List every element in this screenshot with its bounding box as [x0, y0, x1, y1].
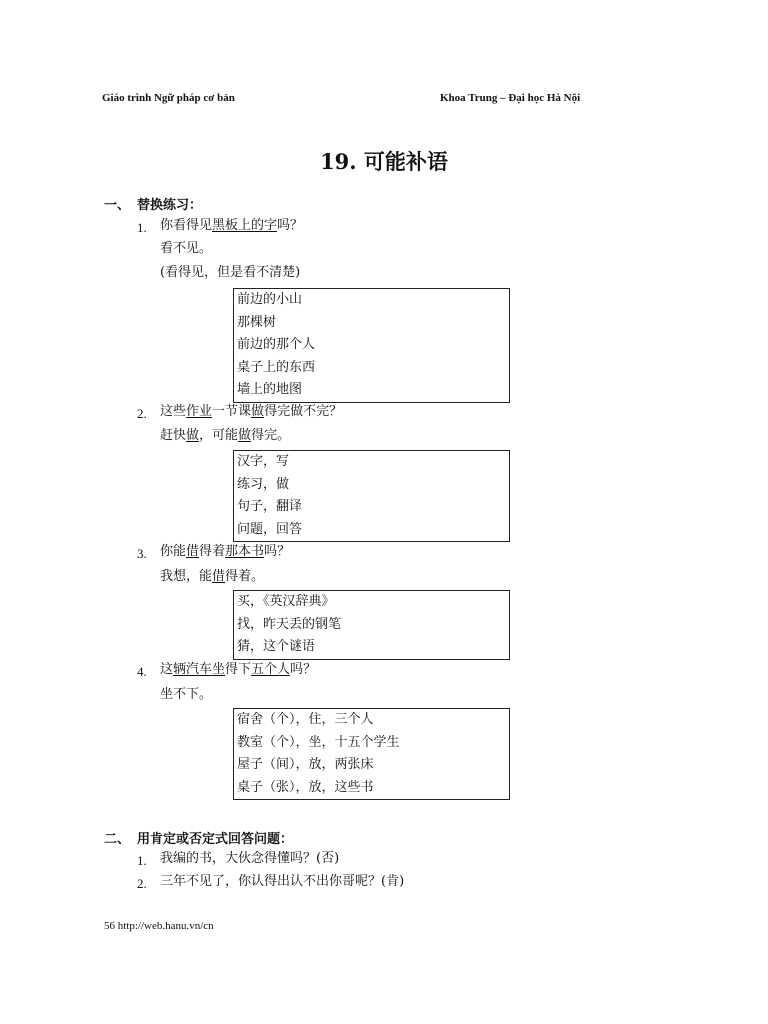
box-item: 句子，翻译: [237, 499, 303, 514]
header-right: Khoa Trung – Đại học Hà Nội: [440, 92, 581, 104]
ex2-answer: 赶快做，可能做得完。: [160, 428, 291, 443]
ex1-answer-2: (看得见，但是看不清楚): [160, 265, 301, 280]
section2-item-1-number: 1.: [137, 853, 147, 868]
ex2-number: 2.: [137, 406, 147, 421]
section2-marker: 二、: [104, 832, 131, 847]
box-item: 猜，这个谜语: [237, 639, 316, 654]
header-left: Giáo trình Ngữ pháp cơ bản: [102, 92, 235, 104]
ex3-answer: 我想，能借得着。: [160, 569, 265, 584]
ex4-substitution-box: [233, 708, 510, 800]
section2-item-2-text: 三年不见了，你认得出认不出你哥呢？(肯): [160, 874, 405, 889]
box-item: 练习，做: [237, 476, 290, 492]
box-item: 问题，回答: [237, 521, 303, 537]
ex1-substitution-box: [233, 288, 510, 403]
box-item: 教室（个），坐，十五个学生: [237, 734, 400, 750]
section1-heading: 替换练习：: [137, 198, 203, 213]
ex2-substitution-box: [233, 450, 510, 542]
ex2-question: 这些作业一节课做得完做不完？: [160, 404, 343, 419]
box-item: 屋子（间），放，两张床: [237, 757, 374, 772]
ex4-question: 这辆汽车坐得下五个人吗？: [160, 662, 317, 677]
ex4-answer: 坐不下。: [160, 687, 213, 702]
ex3-substitution-box: [233, 590, 510, 660]
ex1-number: 1.: [137, 220, 147, 235]
box-item: 桌子（张），放，这些书: [237, 779, 374, 795]
page-title: 19. 可能补语: [320, 149, 448, 174]
box-item: 前边的小山: [237, 292, 303, 307]
box-item: 桌子上的东西: [237, 359, 316, 375]
box-item: 找，昨天丢的钢笔: [237, 616, 342, 632]
ex4-number: 4.: [137, 664, 147, 679]
box-item: 墙上的地图: [237, 382, 303, 397]
ex1-answer-1: 看不见。: [160, 241, 213, 256]
ex3-number: 3.: [137, 546, 147, 561]
ex1-question: 你看得见黑板上的字吗？: [160, 218, 304, 233]
section1-marker: 一、: [104, 198, 131, 213]
section2-heading: 用肯定或否定式回答问题：: [137, 832, 294, 847]
section2-item-2-number: 2.: [137, 876, 147, 891]
box-item: 买，《英汉辞典》: [237, 594, 335, 609]
box-item: 那棵树: [237, 314, 277, 330]
ex3-question: 你能借得着那本书吗？: [160, 544, 291, 559]
box-item: 前边的那个人: [237, 337, 316, 352]
box-item: 汉字，写: [237, 454, 290, 469]
page-footer: 56 http://web.hanu.vn/cn: [104, 920, 214, 932]
section2-item-1-text: 我编的书，大伙念得懂吗？(否): [160, 851, 340, 866]
box-item: 宿舍（个），住，三个人: [237, 712, 374, 727]
